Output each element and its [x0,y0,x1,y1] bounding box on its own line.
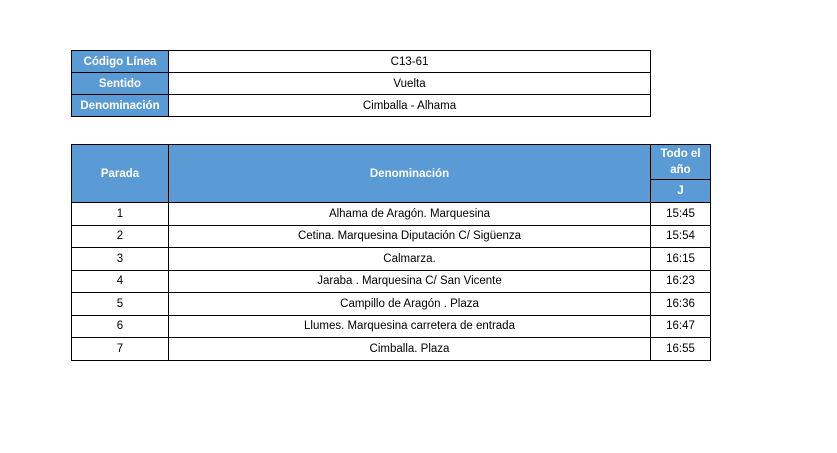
stop-name: Cimballa. Plaza [169,338,651,361]
schedule-header: Todo el año [651,145,711,180]
stop-number: 2 [72,225,169,248]
stop-number: 1 [72,203,169,226]
stop-time: 16:36 [651,293,711,316]
stops-table [71,144,711,361]
line-info-table [71,50,651,117]
day-header: J [651,180,711,203]
line-code-value: C13-61 [169,51,651,73]
stop-number-header: Parada [72,145,169,203]
direction-row [72,73,651,95]
stop-name: Cetina. Marquesina Diputación C/ Sigüenza [169,225,651,248]
stop-time: 16:55 [651,338,711,361]
route-name-label: Denominación [72,95,169,117]
table-row [72,270,711,293]
table-row [72,203,711,226]
stop-time: 16:23 [651,270,711,293]
table-row [72,248,711,271]
line-code-label: Código Línea [72,51,169,73]
stops-header-row [72,145,711,180]
stop-time: 16:15 [651,248,711,271]
stop-number: 4 [72,270,169,293]
stop-name: Llumes. Marquesina carretera de entrada [169,315,651,338]
stop-number: 3 [72,248,169,271]
direction-value: Vuelta [169,73,651,95]
stop-number: 7 [72,338,169,361]
table-row [72,225,711,248]
stop-name: Alhama de Aragón. Marquesina [169,203,651,226]
route-name-value: Cimballa - Alhama [169,95,651,117]
stop-name: Campillo de Aragón . Plaza [169,293,651,316]
table-row [72,338,711,361]
table-row [72,315,711,338]
stop-number: 6 [72,315,169,338]
route-name-row [72,95,651,117]
stop-name-header: Denominación [169,145,651,203]
stop-time: 15:54 [651,225,711,248]
stop-name: Calmarza. [169,248,651,271]
stop-name: Jaraba . Marquesina C/ San Vicente [169,270,651,293]
table-row [72,293,711,316]
stop-time: 16:47 [651,315,711,338]
line-code-row [72,51,651,73]
stop-time: 15:45 [651,203,711,226]
direction-label: Sentido [72,73,169,95]
stop-number: 5 [72,293,169,316]
